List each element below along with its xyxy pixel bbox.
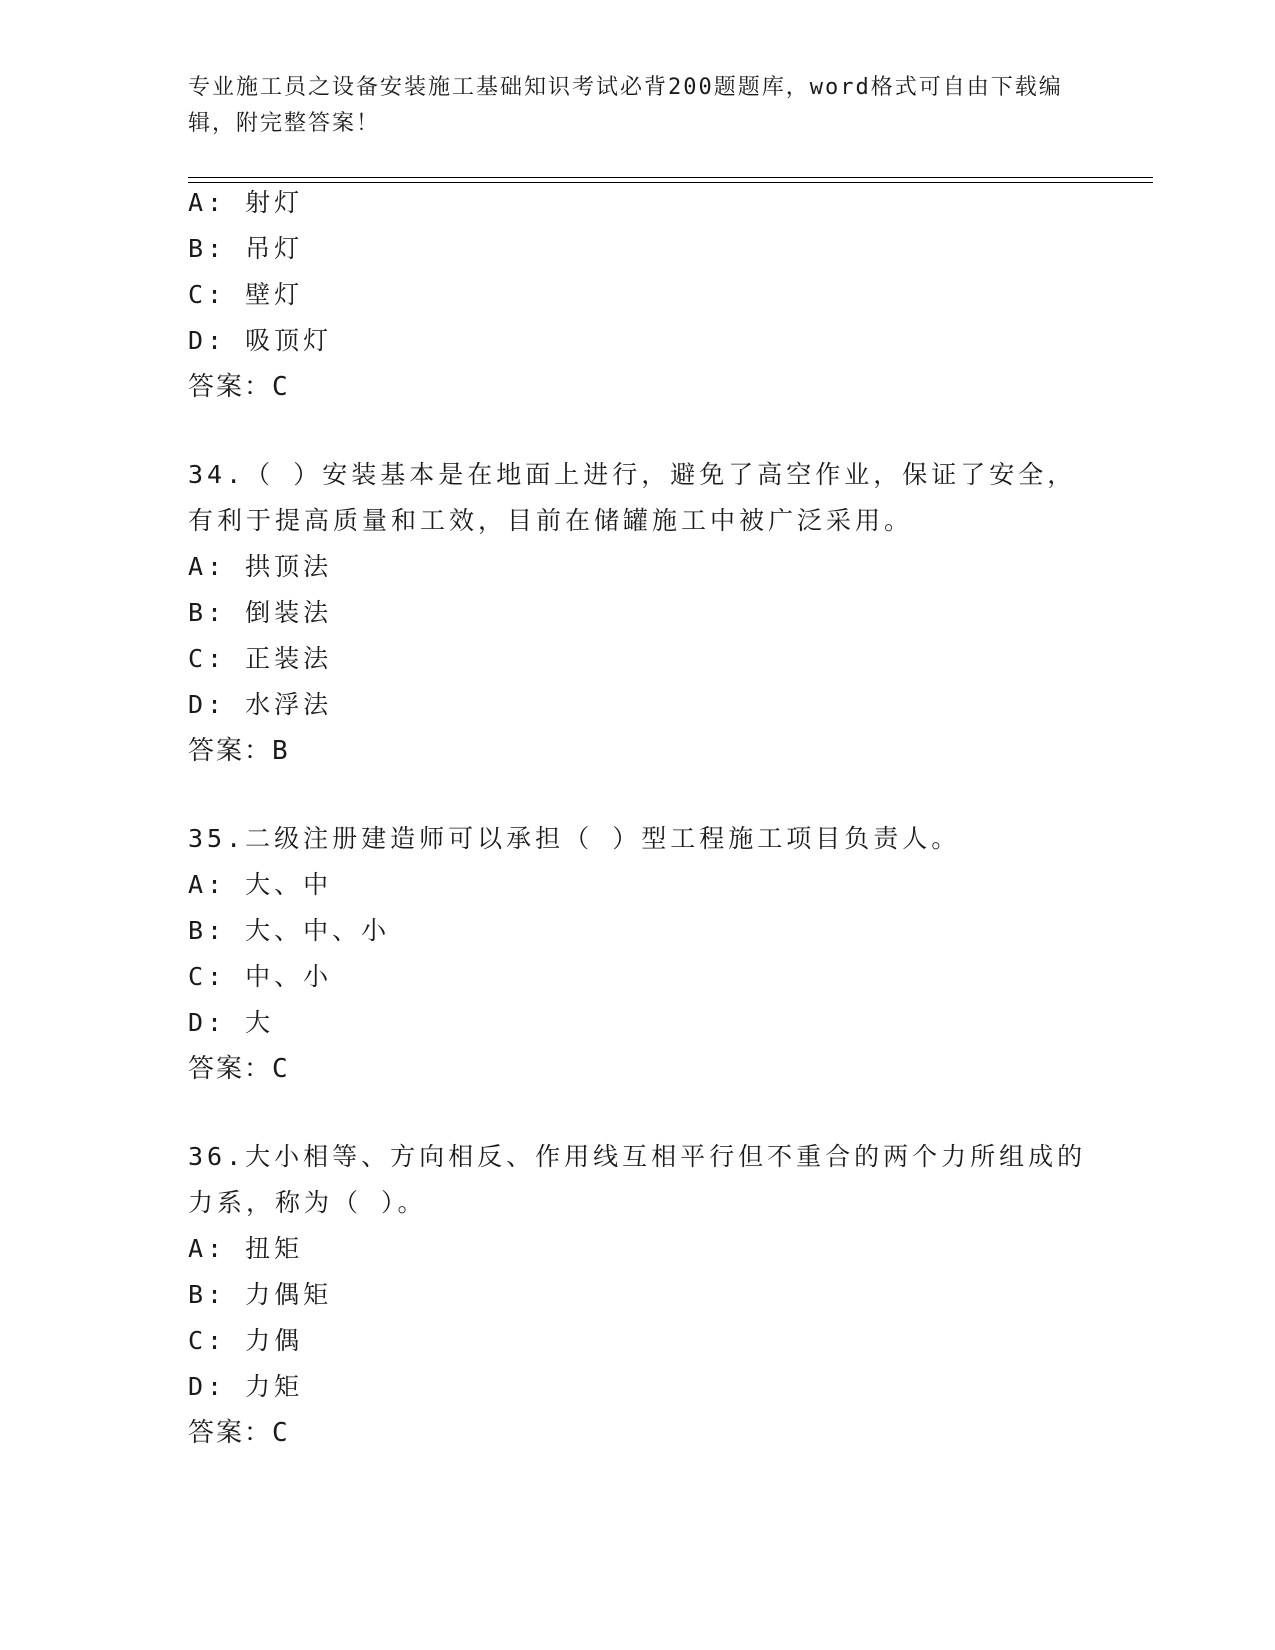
answer: 答案：C xyxy=(188,1054,290,1084)
answer: 答案：C xyxy=(188,372,290,402)
option-b: B: 力偶矩 xyxy=(188,1280,333,1309)
question-35 xyxy=(188,816,1088,1092)
question-33 xyxy=(188,180,1088,410)
question-text: 34.（ ）安装基本是在地面上进行，避免了高空作业，保证了安全，有利于提高质量和工效，目前在储罐施工中被广泛采用。 xyxy=(188,460,1077,535)
option-a: A: 射灯 xyxy=(188,188,304,217)
option-d: D: 大 xyxy=(188,1008,275,1037)
option-d: D: 力矩 xyxy=(188,1372,304,1401)
option-c: C: 中、小 xyxy=(188,962,333,991)
option-a: A: 拱顶法 xyxy=(188,552,333,581)
option-b: B: 大、中、小 xyxy=(188,916,391,945)
answer: 答案：B xyxy=(188,736,290,766)
option-a: A: 大、中 xyxy=(188,870,333,899)
option-d: D: 吸顶灯 xyxy=(188,326,333,355)
option-a: A: 扭矩 xyxy=(188,1234,304,1263)
document-header: 专业施工员之设备安装施工基础知识考试必背200题题库，word格式可自由下载编辑，附完整答案！ xyxy=(188,75,1063,136)
question-text: 35.二级注册建造师可以承担（ ）型工程施工项目负责人。 xyxy=(188,824,961,853)
question-text: 36.大小相等、方向相反、作用线互相平行但不重合的两个力所组成的力系，称为（ ）。 xyxy=(188,1142,1087,1217)
option-b: B: 倒装法 xyxy=(188,598,333,627)
option-b: B: 吊灯 xyxy=(188,234,304,263)
question-36 xyxy=(188,1134,1088,1456)
question-34 xyxy=(188,452,1088,774)
option-d: D: 水浮法 xyxy=(188,690,333,719)
answer: 答案：C xyxy=(188,1418,290,1448)
option-c: C: 正装法 xyxy=(188,644,333,673)
option-c: C: 力偶 xyxy=(188,1326,304,1355)
option-c: C: 壁灯 xyxy=(188,280,304,309)
